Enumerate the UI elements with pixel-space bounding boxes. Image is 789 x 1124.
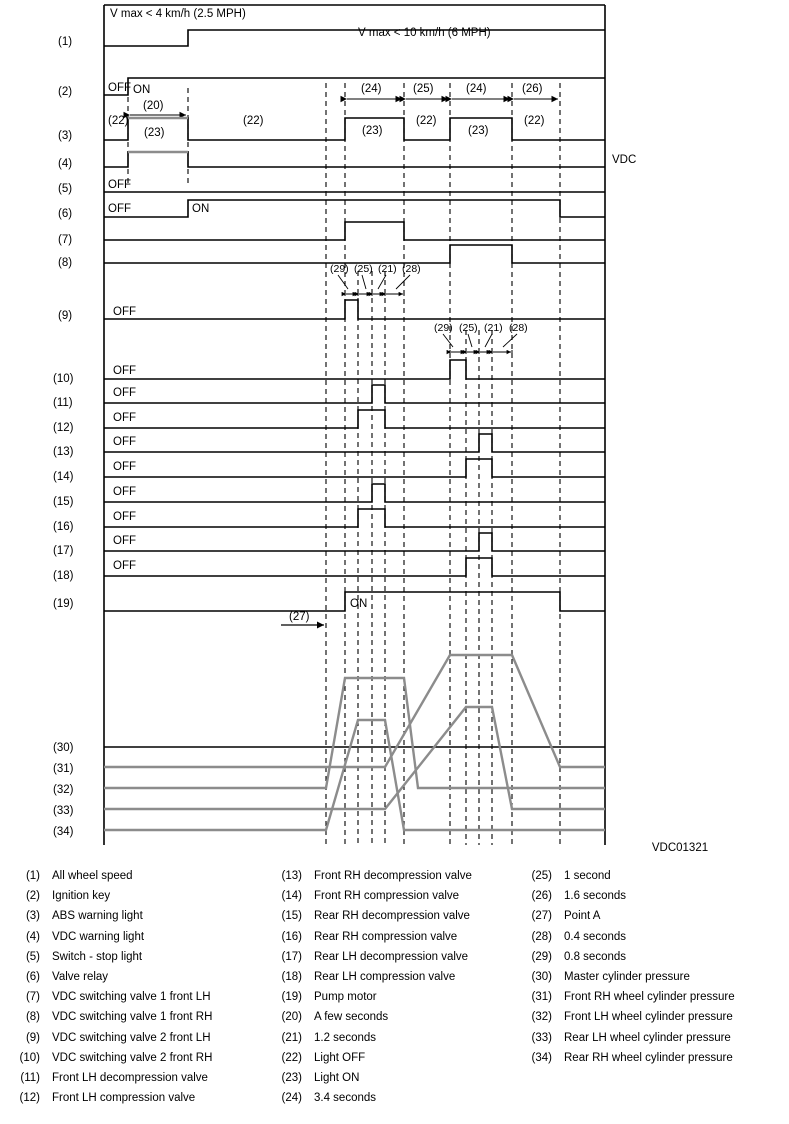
legend-text: 3.4 seconds <box>314 1092 377 1105</box>
legend-text: Rear LH compression valve <box>314 970 456 983</box>
legend-item <box>272 987 522 1007</box>
legend-text: Rear RH compression valve <box>314 930 458 943</box>
legend-num: (19) <box>281 991 302 1004</box>
vdc-side-label: VDC <box>612 154 637 166</box>
abs-light-off-a: (22) <box>108 115 129 127</box>
row-id-18: (18) <box>53 570 74 582</box>
row-id-8: (8) <box>58 257 73 269</box>
cluster-b-ref-21: (21) <box>484 322 503 334</box>
legend-item <box>272 927 522 947</box>
row-id-34: (34) <box>53 826 74 838</box>
legend-num: (34) <box>531 1051 552 1064</box>
legend-item <box>10 1048 272 1068</box>
legend-num: (11) <box>20 1071 40 1084</box>
interval-24-label-b: (24) <box>466 83 487 95</box>
legend-column-2 <box>272 866 522 1108</box>
cluster-b-ref-29: (29) <box>434 322 453 334</box>
legend-num: (6) <box>25 970 40 983</box>
legend-text: Master cylinder pressure <box>564 970 690 983</box>
legend-num: (9) <box>25 1031 40 1044</box>
legend-num: (23) <box>281 1071 302 1084</box>
legend-text: VDC switching valve 1 front LH <box>52 991 211 1004</box>
legend-text: Rear RH decompression valve <box>314 910 470 923</box>
legend-text: Light ON <box>314 1071 360 1084</box>
cluster-b-ref-25: (25) <box>459 322 478 334</box>
legend-item <box>522 886 784 906</box>
legend-item <box>10 866 272 886</box>
legend-text: Front LH decompression valve <box>52 1071 208 1084</box>
legend-item <box>522 967 784 987</box>
abs-light-off-d: (22) <box>524 115 545 127</box>
legend-num: (7) <box>25 991 40 1004</box>
series-12-off-label: OFF <box>113 412 136 424</box>
relay-off-label: OFF <box>108 203 131 215</box>
row-id-1: (1) <box>58 36 73 48</box>
cluster-a-ref-29: (29) <box>330 263 349 275</box>
cluster-a-ref-28: (28) <box>402 263 421 275</box>
legend-item <box>522 987 784 1007</box>
abs-light-on-a: (23) <box>144 127 165 139</box>
legend-item <box>522 1048 784 1068</box>
legend-text: Front LH wheel cylinder pressure <box>564 1011 733 1024</box>
legend-text: Rear LH decompression valve <box>314 950 469 963</box>
legend-num: (5) <box>25 950 40 963</box>
legend-item <box>522 927 784 947</box>
legend-text: Front LH compression valve <box>52 1092 196 1105</box>
row-id-19: (19) <box>53 598 74 610</box>
legend-text: A few seconds <box>314 1011 389 1024</box>
legend-item <box>272 906 522 926</box>
row-id-12: (12) <box>53 422 74 434</box>
legend-text: 1.6 seconds <box>564 890 627 903</box>
legend-item <box>10 886 272 906</box>
legend-text: Ignition key <box>52 890 111 903</box>
legend-item <box>272 1068 522 1088</box>
row-id-17: (17) <box>53 545 74 557</box>
pump-on-label: ON <box>350 598 368 610</box>
legend-text: 1.2 seconds <box>314 1031 377 1044</box>
legend <box>0 866 789 1124</box>
legend-text: VDC switching valve 1 front RH <box>52 1011 213 1024</box>
vmax-low-label: V max < 4 km/h (2.5 MPH) <box>110 8 246 20</box>
legend-num: (26) <box>531 890 552 903</box>
legend-num: (30) <box>531 970 552 983</box>
legend-item <box>272 1048 522 1068</box>
series-14-off-label: OFF <box>113 461 136 473</box>
legend-item <box>272 866 522 886</box>
row-id-14: (14) <box>53 471 74 483</box>
row-id-31: (31) <box>53 763 74 775</box>
legend-text: VDC warning light <box>52 930 145 943</box>
legend-item <box>522 1007 784 1027</box>
legend-num: (10) <box>19 1051 40 1064</box>
legend-item <box>10 1007 272 1027</box>
cluster-b-ref-28: (28) <box>509 322 528 334</box>
row-id-10: (10) <box>53 373 74 385</box>
legend-text: VDC switching valve 2 front LH <box>52 1031 211 1044</box>
series-10-off-label: OFF <box>113 365 136 377</box>
series-15-off-label: OFF <box>113 486 136 498</box>
interval-24-label-a: (24) <box>361 83 382 95</box>
legend-item <box>272 967 522 987</box>
legend-item <box>272 947 522 967</box>
row-id-5: (5) <box>58 183 73 195</box>
legend-num: (1) <box>25 870 40 882</box>
relay-on-label: ON <box>192 203 210 215</box>
series-16-off-label: OFF <box>113 511 136 523</box>
legend-item <box>522 866 784 886</box>
legend-text: Light OFF <box>314 1051 366 1064</box>
cluster-a-ref-21: (21) <box>378 263 397 275</box>
row-id-13: (13) <box>53 446 74 458</box>
legend-num: (2) <box>25 890 40 903</box>
legend-num: (31) <box>531 991 552 1004</box>
legend-item <box>272 886 522 906</box>
legend-num: (28) <box>531 930 552 943</box>
legend-num: (27) <box>531 910 552 923</box>
legend-num: (17) <box>281 950 302 963</box>
legend-num: (14) <box>281 890 302 903</box>
legend-num: (13) <box>281 870 302 882</box>
legend-text: Front RH wheel cylinder pressure <box>564 991 735 1004</box>
legend-text: Rear RH wheel cylinder pressure <box>564 1051 733 1064</box>
abs-light-off-c: (22) <box>416 115 437 127</box>
row-id-7: (7) <box>58 234 73 246</box>
figure-id-label: VDC01321 <box>651 842 709 854</box>
legend-column-3 <box>522 866 784 1068</box>
series-9-off-label: OFF <box>113 306 136 318</box>
legend-item <box>10 1088 272 1108</box>
series-13-off-label: OFF <box>113 436 136 448</box>
legend-text: ABS warning light <box>52 910 143 923</box>
legend-item <box>272 1028 522 1048</box>
abs-light-on-c: (23) <box>468 125 489 137</box>
legend-item <box>10 987 272 1007</box>
interval-25-label: (25) <box>413 83 434 95</box>
legend-item <box>10 1028 272 1048</box>
row-id-15: (15) <box>53 496 74 508</box>
legend-text: Front RH compression valve <box>314 890 460 903</box>
legend-num: (24) <box>281 1092 302 1105</box>
legend-item <box>272 1007 522 1027</box>
legend-num: (3) <box>25 910 40 923</box>
legend-item <box>522 906 784 926</box>
legend-item <box>10 1068 272 1088</box>
row-id-30: (30) <box>53 742 74 754</box>
legend-text: VDC switching valve 2 front RH <box>52 1051 213 1064</box>
point-a-ref-label: (27) <box>289 611 310 623</box>
legend-num: (20) <box>281 1011 302 1024</box>
row-id-6: (6) <box>58 208 73 220</box>
ignition-off-label: OFF <box>108 82 131 94</box>
legend-item <box>272 1088 522 1108</box>
legend-num: (21) <box>281 1031 302 1044</box>
legend-text: Pump motor <box>314 991 377 1004</box>
cluster-a-ref-25: (25) <box>354 263 373 275</box>
row-id-11: (11) <box>53 397 73 409</box>
series-18-off-label: OFF <box>113 560 136 572</box>
legend-num: (25) <box>531 870 552 882</box>
legend-num: (12) <box>19 1092 40 1105</box>
legend-num: (4) <box>25 930 40 943</box>
legend-item <box>10 967 272 987</box>
legend-item <box>10 906 272 926</box>
row-id-3: (3) <box>58 130 73 142</box>
row-id-4: (4) <box>58 158 73 170</box>
legend-item <box>522 947 784 967</box>
legend-num: (8) <box>25 1011 40 1024</box>
legend-text: Switch - stop light <box>52 950 143 963</box>
series-11-off-label: OFF <box>113 387 136 399</box>
switch-off-label: OFF <box>108 179 131 191</box>
abs-light-off-b: (22) <box>243 115 264 127</box>
legend-text: Rear LH wheel cylinder pressure <box>564 1031 731 1044</box>
legend-num: (15) <box>281 910 302 923</box>
row-id-9: (9) <box>58 310 73 322</box>
legend-text: All wheel speed <box>52 870 133 882</box>
interval-26-label: (26) <box>522 83 543 95</box>
legend-item <box>10 947 272 967</box>
legend-text: Front RH decompression valve <box>314 870 472 882</box>
legend-num: (16) <box>281 930 302 943</box>
abs-light-on-b: (23) <box>362 125 383 137</box>
ignition-on-label: ON <box>133 84 151 96</box>
legend-text: 0.8 seconds <box>564 950 627 963</box>
legend-item <box>10 927 272 947</box>
legend-num: (22) <box>281 1051 302 1064</box>
legend-text: 0.4 seconds <box>564 930 627 943</box>
legend-text: Point A <box>564 910 601 923</box>
row-id-16: (16) <box>53 521 74 533</box>
series-17-off-label: OFF <box>113 535 136 547</box>
vmax-high-label: V max < 10 km/h (6 MPH) <box>358 27 491 39</box>
legend-num: (18) <box>281 970 302 983</box>
interval-20-label: (20) <box>143 100 164 112</box>
row-id-32: (32) <box>53 784 74 796</box>
legend-column-1 <box>10 866 272 1108</box>
legend-item <box>522 1028 784 1048</box>
legend-text: Valve relay <box>52 970 109 983</box>
row-id-33: (33) <box>53 805 74 817</box>
legend-num: (33) <box>531 1031 552 1044</box>
legend-num: (32) <box>531 1011 552 1024</box>
row-id-2: (2) <box>58 86 73 98</box>
legend-num: (29) <box>531 950 552 963</box>
legend-text: 1 second <box>564 870 611 882</box>
